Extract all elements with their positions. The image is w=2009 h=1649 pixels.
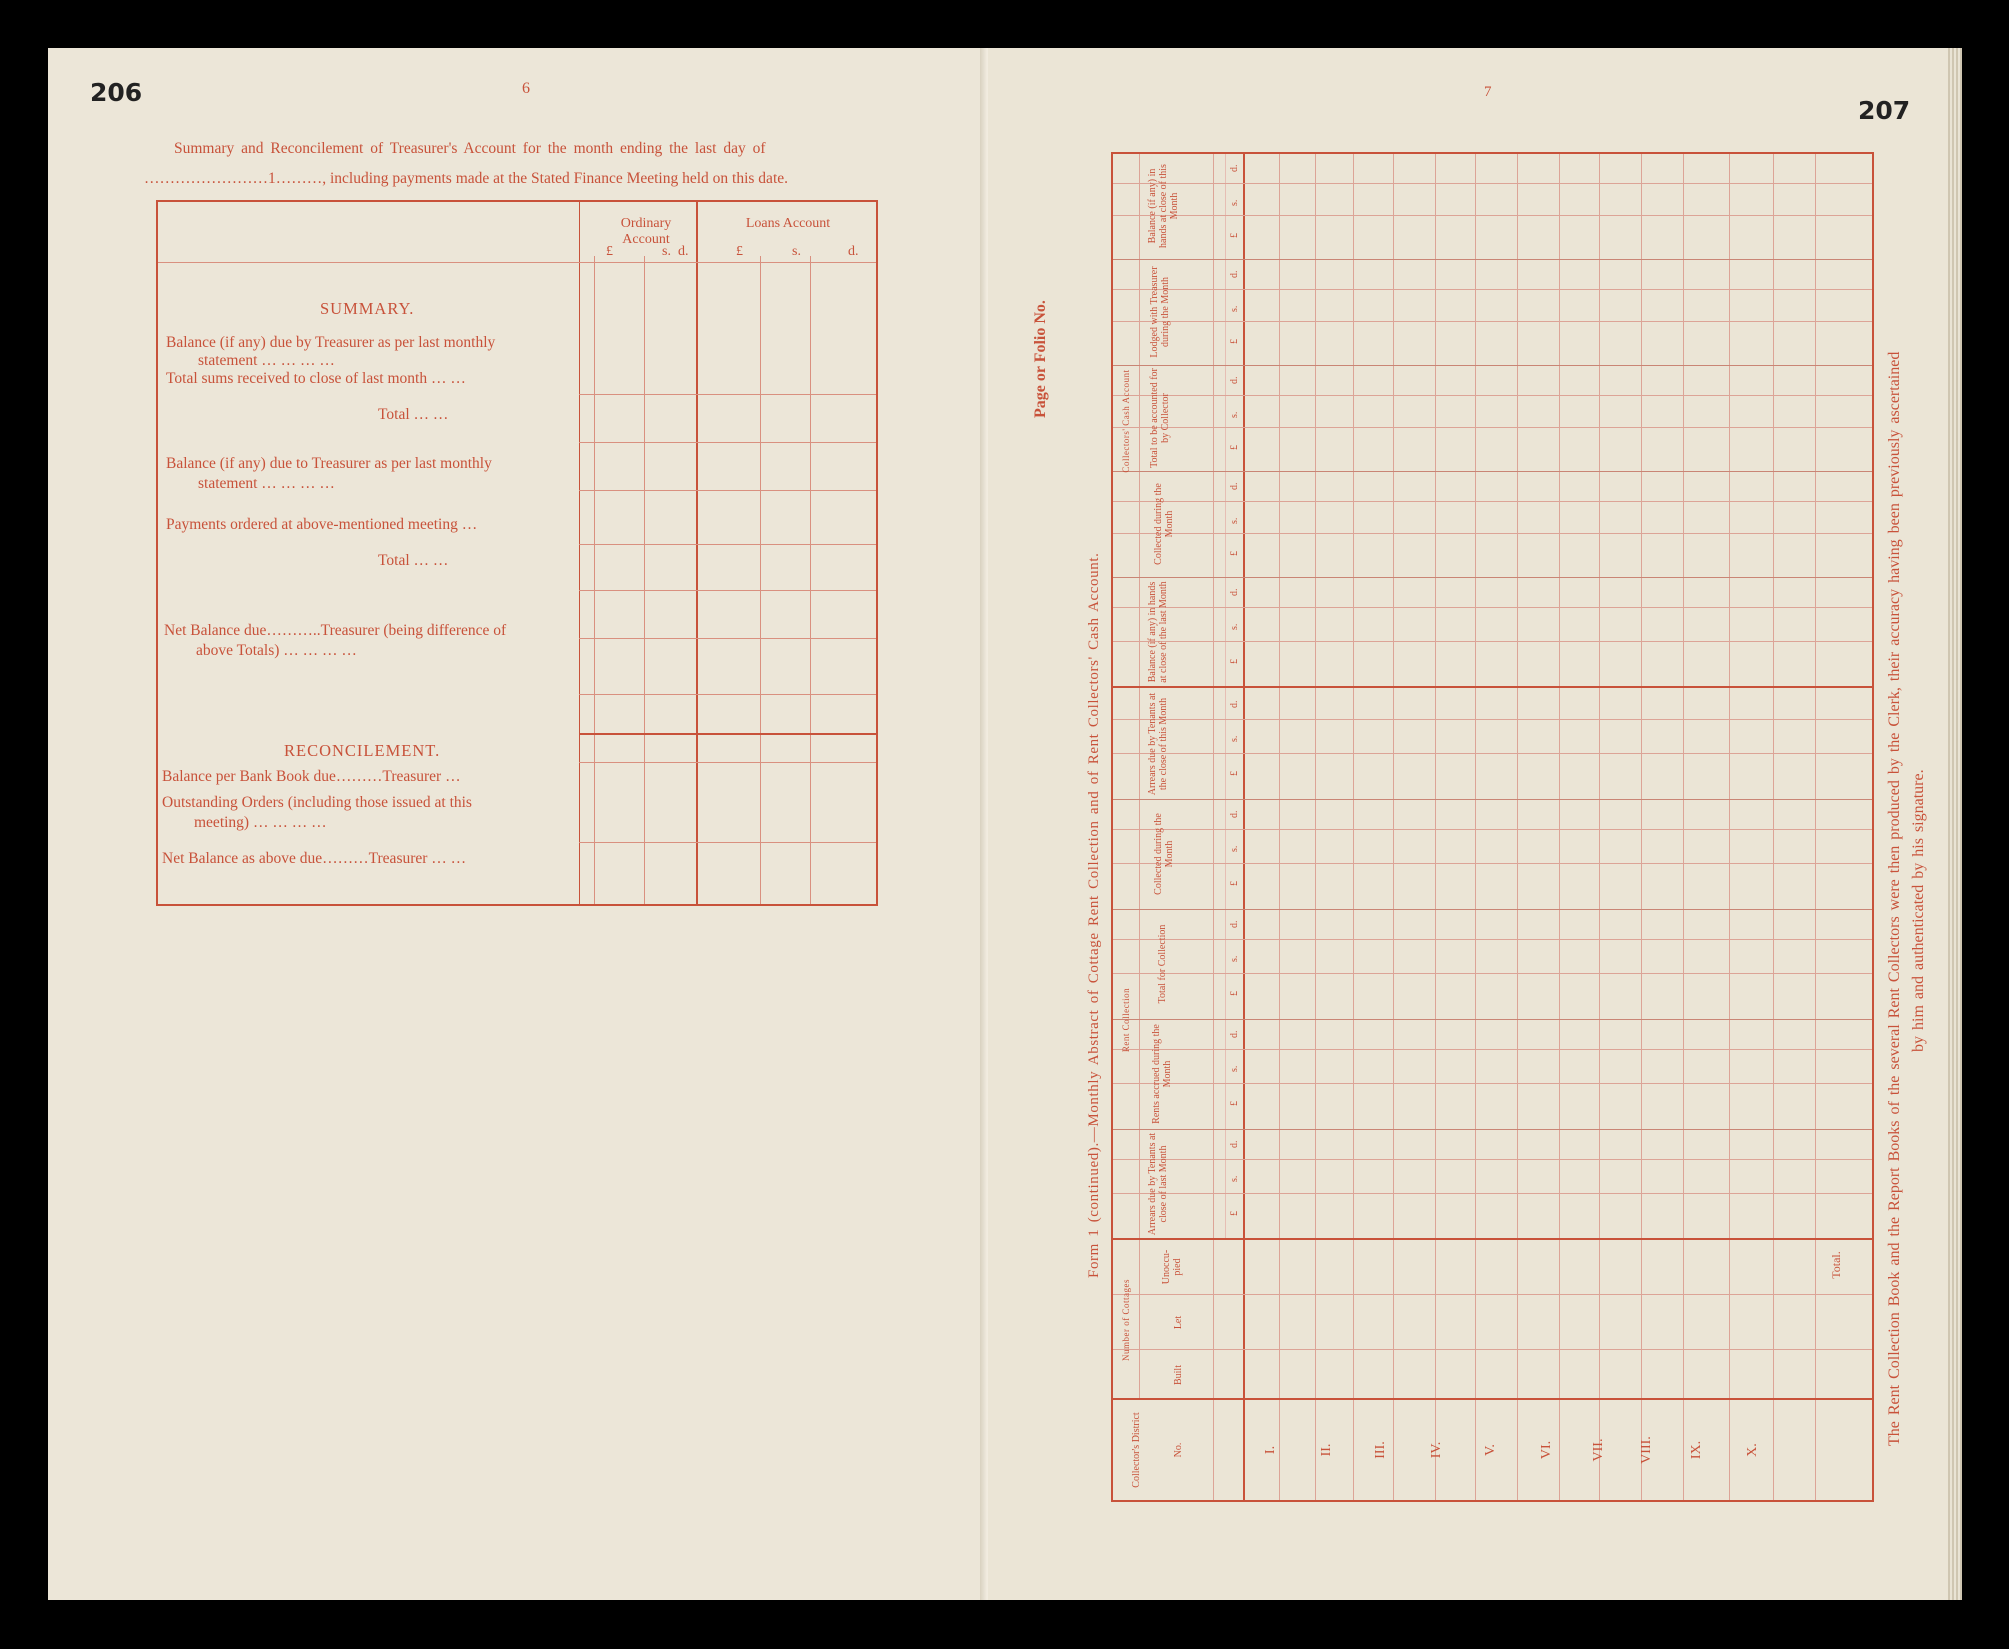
header-balance-this: Balance (if any) in hands at close of this Month (1147, 164, 1180, 248)
col-pence-2: d. (848, 244, 859, 259)
group-cottages: Number of Cottages (1121, 1279, 1131, 1361)
summary-title-line2: ……………………1………, including payments made at the Stated Finance Meeting held on this date. (144, 170, 788, 187)
row-balance-due-by: Balance (if any) due by Treasurer as per last monthly (166, 334, 496, 351)
header-unoccupied: Unoccu- pied (1161, 1249, 1183, 1285)
header-collected-month: Collected during the Month (1153, 813, 1175, 895)
lsd-pounds: £ (1229, 659, 1240, 664)
page-number-left: 206 (90, 78, 143, 107)
row-statement-1: statement … … … … (198, 352, 335, 369)
district-III: III. (1373, 1441, 1388, 1459)
summary-table (156, 200, 878, 906)
row-net-balance-above: Net Balance as above due………Treasurer … … (162, 850, 467, 867)
header-collected-month-2: Collected during the Month (1153, 483, 1175, 565)
header-rents-accrued: Rents accrued during the Month (1151, 1024, 1173, 1124)
lsd-pence: d. (1229, 700, 1240, 708)
lsd-pence: d. (1229, 920, 1240, 928)
district-VI: VI. (1539, 1440, 1554, 1460)
row-total-1: Total … … (378, 406, 449, 423)
lsd-shillings: s. (1229, 199, 1240, 206)
lsd-pounds: £ (1229, 881, 1240, 886)
lsd-shillings: s. (1229, 735, 1240, 742)
header-arrears-this: Arrears due by Tenants at the close of this Month (1147, 692, 1169, 796)
header-let: Let (1173, 1315, 1184, 1330)
page-or-folio-label: Page or Folio No. (1032, 300, 1049, 418)
col-pence-1: d. (678, 244, 689, 259)
lsd-shillings: s. (1229, 955, 1240, 962)
header-district: Collector's District (1131, 1412, 1142, 1488)
reconcilement-heading: RECONCILEMENT. (284, 741, 441, 760)
district-VII: VII. (1591, 1438, 1606, 1462)
lsd-pounds: £ (1229, 339, 1240, 344)
row-total-2: Total … … (378, 552, 449, 569)
footnote-line2: by him and authenticated by his signature. (1910, 769, 1927, 1052)
lsd-pounds: £ (1229, 551, 1240, 556)
district-VIII: VIII. (1639, 1436, 1654, 1464)
lsd-pence: d. (1229, 588, 1240, 596)
district-I: I. (1263, 1445, 1278, 1455)
page-edges (1948, 48, 1962, 1600)
row-bank-book: Balance per Bank Book due………Treasurer … (162, 768, 461, 785)
col-shillings-2: s. (792, 244, 801, 259)
col-shillings-1: s. (662, 244, 671, 259)
lsd-pounds: £ (1229, 233, 1240, 238)
row-meeting: meeting) … … … … (194, 814, 327, 831)
lsd-shillings: s. (1229, 1065, 1240, 1072)
lsd-pence: d. (1229, 376, 1240, 384)
row-total-received: Total sums received to close of last month … … (166, 370, 466, 387)
lsd-pence: d. (1229, 482, 1240, 490)
folio-right: 7 (1484, 84, 1492, 100)
row-outstanding-orders: Outstanding Orders (including those issued at this (162, 794, 472, 811)
lsd-pence: d. (1229, 270, 1240, 278)
lsd-pounds: £ (1229, 445, 1240, 450)
left-page (48, 48, 988, 1600)
lsd-pounds: £ (1229, 1101, 1240, 1106)
lsd-pence: d. (1229, 1140, 1240, 1148)
lsd-pence: d. (1229, 1030, 1240, 1038)
lsd-pounds: £ (1229, 991, 1240, 996)
col-pounds-1: £ (606, 244, 613, 259)
header-balance-last: Balance (if any) in hands at close of the last Month (1147, 581, 1169, 683)
district-IV: IV. (1429, 1441, 1444, 1459)
lsd-shillings: s. (1229, 305, 1240, 312)
header-lodged: Lodged with Treasurer during the Month (1149, 266, 1171, 358)
lsd-shillings: s. (1229, 411, 1240, 418)
summary-title-line1: Summary and Reconcilement of Treasurer's Account for the month ending the last day of (174, 140, 766, 157)
header-no: No. (1173, 1442, 1184, 1458)
lsd-shillings: s. (1229, 623, 1240, 630)
header-total-accounted: Total to be accounted for by Collector (1149, 368, 1171, 468)
row-net-balance: Net Balance due………..Treasurer (being difference of (164, 622, 507, 639)
ordinary-account-header: Ordinary Account (620, 216, 672, 247)
page-number-right: 207 (1858, 96, 1911, 125)
row-statement-2: statement … … … … (198, 475, 335, 492)
district-II: II. (1319, 1443, 1334, 1457)
lsd-shillings: s. (1229, 517, 1240, 524)
district-V: V. (1483, 1444, 1498, 1456)
rent-abstract-form (1111, 152, 1874, 1502)
lsd-pence: d. (1229, 164, 1240, 172)
row-payments-ordered: Payments ordered at above-mentioned meeting … (166, 516, 478, 533)
header-total-collection: Total for Collection (1157, 924, 1168, 1004)
footnote-line1: The Rent Collection Book and the Report Books of the several Rent Collectors were then produced by the Clerk, their accuracy having been previously ascertained (1886, 351, 1903, 1446)
form-title: Form 1 (continued).—Monthly Abstract of Cottage Rent Collection and of Rent Collectors' Cash Account. (1086, 552, 1102, 1278)
district-X: X. (1745, 1443, 1760, 1457)
loans-account-header: Loans Account (745, 216, 831, 231)
header-built: Built (1173, 1365, 1184, 1386)
rent-abstract-grid (1113, 154, 1872, 1500)
total-label: Total. (1829, 1251, 1843, 1279)
lsd-pence: d. (1229, 810, 1240, 818)
district-IX: IX. (1689, 1440, 1704, 1460)
group-cash-account: Collectors' Cash Account (1121, 369, 1131, 473)
row-balance-due-to: Balance (if any) due to Treasurer as per last monthly (166, 455, 492, 472)
row-above-totals: above Totals) … … … … (196, 642, 357, 659)
lsd-shillings: s. (1229, 845, 1240, 852)
summary-heading: SUMMARY. (320, 299, 415, 318)
lsd-pounds: £ (1229, 771, 1240, 776)
folio-left: 6 (522, 80, 530, 97)
header-arrears-last: Arrears due by Tenants at close of last Month (1147, 1132, 1169, 1236)
col-pounds-2: £ (736, 244, 743, 259)
lsd-shillings: s. (1229, 1175, 1240, 1182)
lsd-pounds: £ (1229, 1211, 1240, 1216)
group-rent-collection: Rent Collection (1121, 987, 1131, 1053)
